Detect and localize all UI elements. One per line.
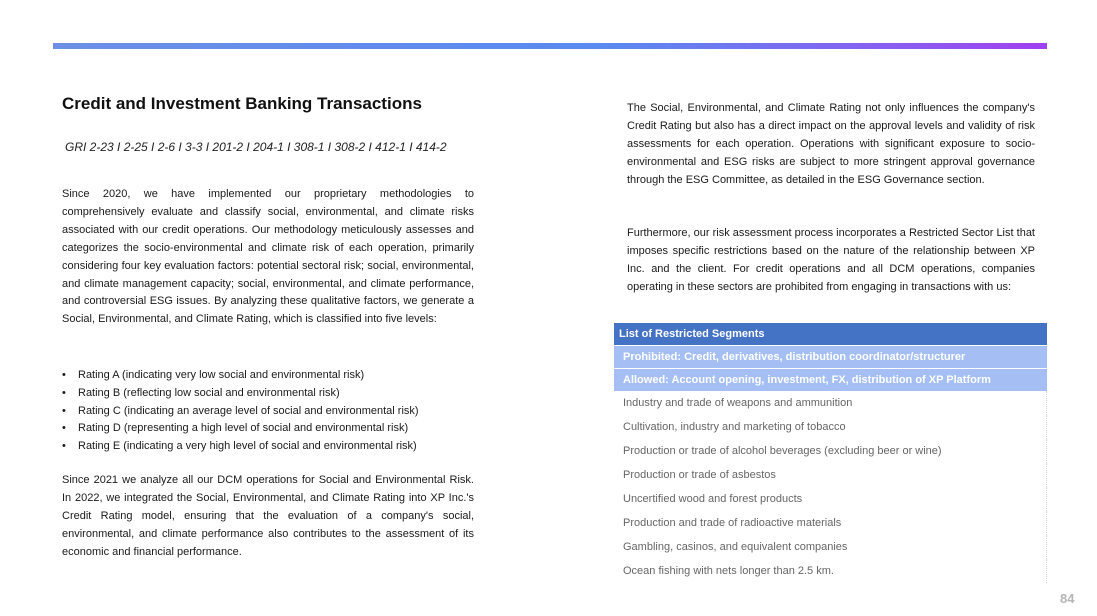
table-row: Uncertified wood and forest products [614, 487, 1047, 511]
restricted-list-paragraph: Furthermore, our risk assessment process incorporates a Restricted Sector List that imposes specific restrictions based on the nature of the relationship between XP Inc. and the client. For credit operations and all DCM operations, companies operating in these sectors are prohibited from engaging in transactions with us: [627, 227, 1035, 293]
table-row: Production or trade of asbestos [614, 463, 1047, 487]
table-header: List of Restricted Segments [614, 323, 1047, 345]
rating-influence-paragraph: The Social, Environmental, and Climate Rating not only influences the company's Credit Rating but also has a direct impact on the approval levels and validity of risk assessments for each operation. Operations with significant exposure to socio-environmental and ESG risks are subject to more stringent approval governance through the ESG Committee, as detailed in the ESG Governance section. [627, 102, 1035, 186]
table-row: Industry and trade of weapons and ammunition [614, 391, 1047, 415]
table-row: Gambling, casinos, and equivalent companies [614, 535, 1047, 559]
prohibited-row: Prohibited: Credit, derivatives, distribution coordinator/structurer [614, 345, 1047, 368]
table-row: Ocean fishing with nets longer than 2.5 km. [614, 559, 1047, 583]
rating-item-a: • Rating A (indicating very low social and environmental risk) [62, 367, 482, 385]
accent-bar [53, 43, 1047, 49]
page-number: 84 [1060, 591, 1075, 606]
table-row: Production and trade of radioactive materials [614, 511, 1047, 535]
table-row: Production or trade of alcohol beverages (excluding beer or wine) [614, 439, 1047, 463]
intro-paragraph: Since 2020, we have implemented our proprietary methodologies to comprehensively evaluate and classify social, environmental, and climate risks associated with our credit operations. Our methodology meticulously assesses and categorizes the socio-environmental and climate risk of each operation, primarily considering four key evaluation factors: potential sectoral risk; social, environmental, and climate management capacity; social, environmental, and climate performance, and controversial ESG issues. By analyzing these qualitative factors, we generate a Social, Environmental, and Climate Rating, which is classified into five levels: [62, 188, 474, 326]
rating-item-d: • Rating D (representing a high level of social and environmental risk) [62, 420, 482, 438]
closing-paragraph: Since 2021 we analyze all our DCM operations for Social and Environmental Risk. In 2022, we integrated the Social, Environmental, and Climate Rating into XP Inc.'s Credit Rating model, ensuring that the evaluation of a company's social, environmental, and climate performance also contributes to the assessment of its economic and financial performance. [62, 474, 474, 558]
rating-item-b: • Rating B (reflecting low social and environmental risk) [62, 385, 482, 403]
allowed-row: Allowed: Account opening, investment, FX, distribution of XP Platform [614, 368, 1047, 391]
restricted-segments-table [614, 323, 1047, 583]
rating-item-c: • Rating C (indicating an average level of social and environmental risk) [62, 403, 482, 421]
rating-item-e: • Rating E (indicating a very high level of social and environmental risk) [62, 438, 482, 456]
rating-list [62, 367, 482, 456]
page-title: Credit and Investment Banking Transactions [62, 94, 422, 113]
gri-references: GRI 2-23 I 2-25 I 2-6 I 3-3 I 201-2 I 204-1 I 308-1 I 308-2 I 412-1 I 414-2 [65, 140, 447, 154]
table-row: Cultivation, industry and marketing of tobacco [614, 415, 1047, 439]
